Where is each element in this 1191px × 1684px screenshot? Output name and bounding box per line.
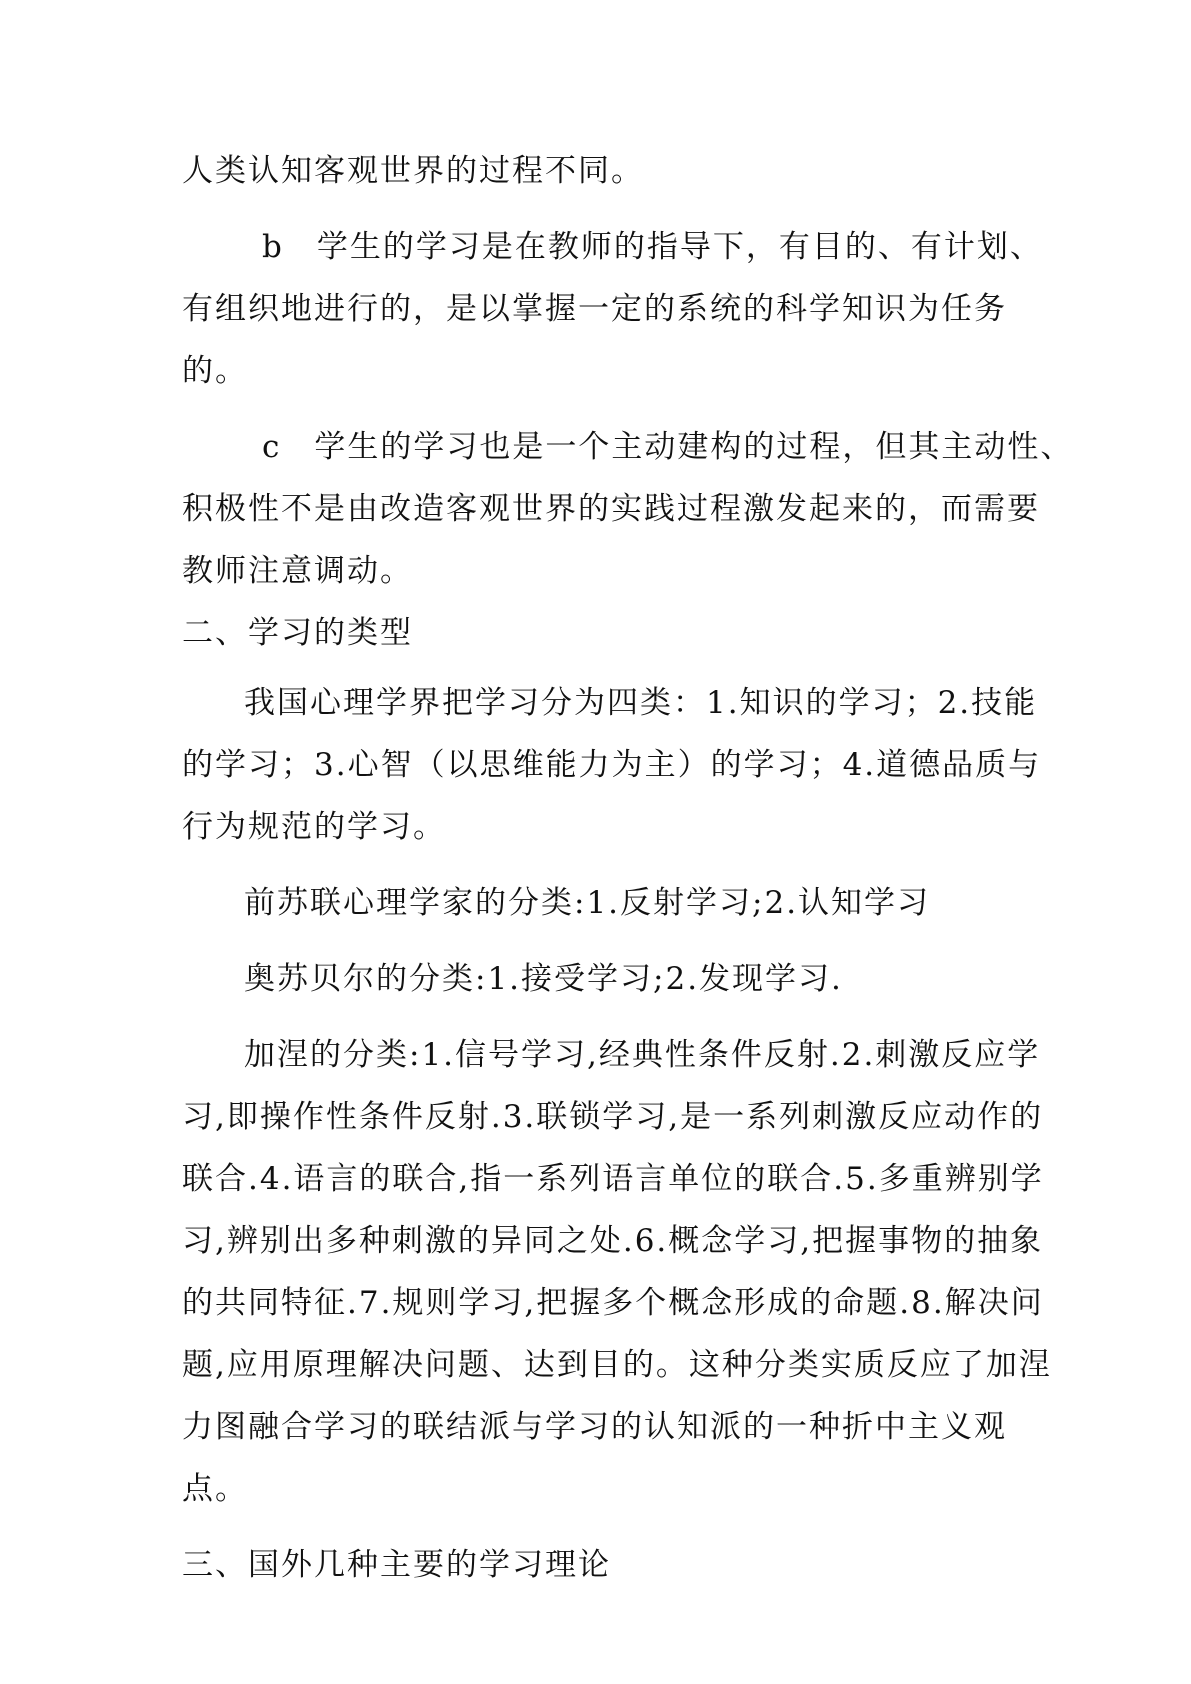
text-line: 力图融合学习的联结派与学习的认知派的一种折中主义观 xyxy=(182,1409,1007,1445)
text-line: 的。 xyxy=(182,353,248,389)
section-heading-learning-theories xyxy=(182,1534,1017,1596)
paragraph-gagne-classification xyxy=(182,1024,1052,1520)
text-line: 前苏联心理学家的分类:1.反射学习;2.认知学习 xyxy=(244,885,931,921)
section-heading-learning-types xyxy=(182,602,1017,664)
paragraph-b xyxy=(182,216,1043,402)
document-page xyxy=(182,140,1074,1596)
text-line: 的共同特征.7.规则学习,把握多个概念形成的命题.8.解决问 xyxy=(182,1285,1044,1321)
text-line: 行为规范的学习。 xyxy=(182,809,446,845)
text-line: 习,即操作性条件反射.3.联锁学习,是一系列刺激反应动作的 xyxy=(182,1099,1044,1135)
text-line: 积极性不是由改造客观世界的实践过程激发起来的，而需要 xyxy=(182,491,1040,527)
text-line: 习,辨别出多种刺激的异同之处.6.概念学习,把握事物的抽象 xyxy=(182,1223,1044,1259)
text-line: 联合.4.语言的联合,指一系列语言单位的联合.5.多重辨别学 xyxy=(182,1161,1044,1197)
text-line: 加涅的分类:1.信号学习,经典性条件反射.2.刺激反应学 xyxy=(244,1037,1041,1073)
paragraph-ausubel-classification xyxy=(182,948,1017,1010)
paragraph-soviet-classification xyxy=(182,872,1017,934)
heading-text: 三、国外几种主要的学习理论 xyxy=(182,1547,611,1583)
text-line: 奥苏贝尔的分类:1.接受学习;2.发现学习. xyxy=(244,961,843,997)
text-line: c 学生的学习也是一个主动建构的过程，但其主动性、 xyxy=(262,429,1074,465)
text-line: 我国心理学界把学习分为四类：1.知识的学习；2.技能 xyxy=(244,685,1038,721)
text-line: 人类认知客观世界的过程不同。 xyxy=(182,153,644,189)
text-line: 的学习；3.心智（以思维能力为主）的学习；4.道德品质与 xyxy=(182,747,1042,783)
paragraph-c xyxy=(182,416,1074,602)
text-line: b 学生的学习是在教师的指导下，有目的、有计划、 xyxy=(262,229,1043,265)
text-line: 教师注意调动。 xyxy=(182,553,413,589)
text-line: 点。 xyxy=(182,1471,248,1507)
text-line: 题,应用原理解决问题、达到目的。这种分类实质反应了加涅 xyxy=(182,1347,1052,1383)
paragraph-four-types xyxy=(182,672,1042,858)
heading-text: 二、学习的类型 xyxy=(182,615,413,651)
text-line: 有组织地进行的，是以掌握一定的系统的科学知识为任务 xyxy=(182,291,1007,327)
paragraph-continuation xyxy=(182,140,1017,202)
